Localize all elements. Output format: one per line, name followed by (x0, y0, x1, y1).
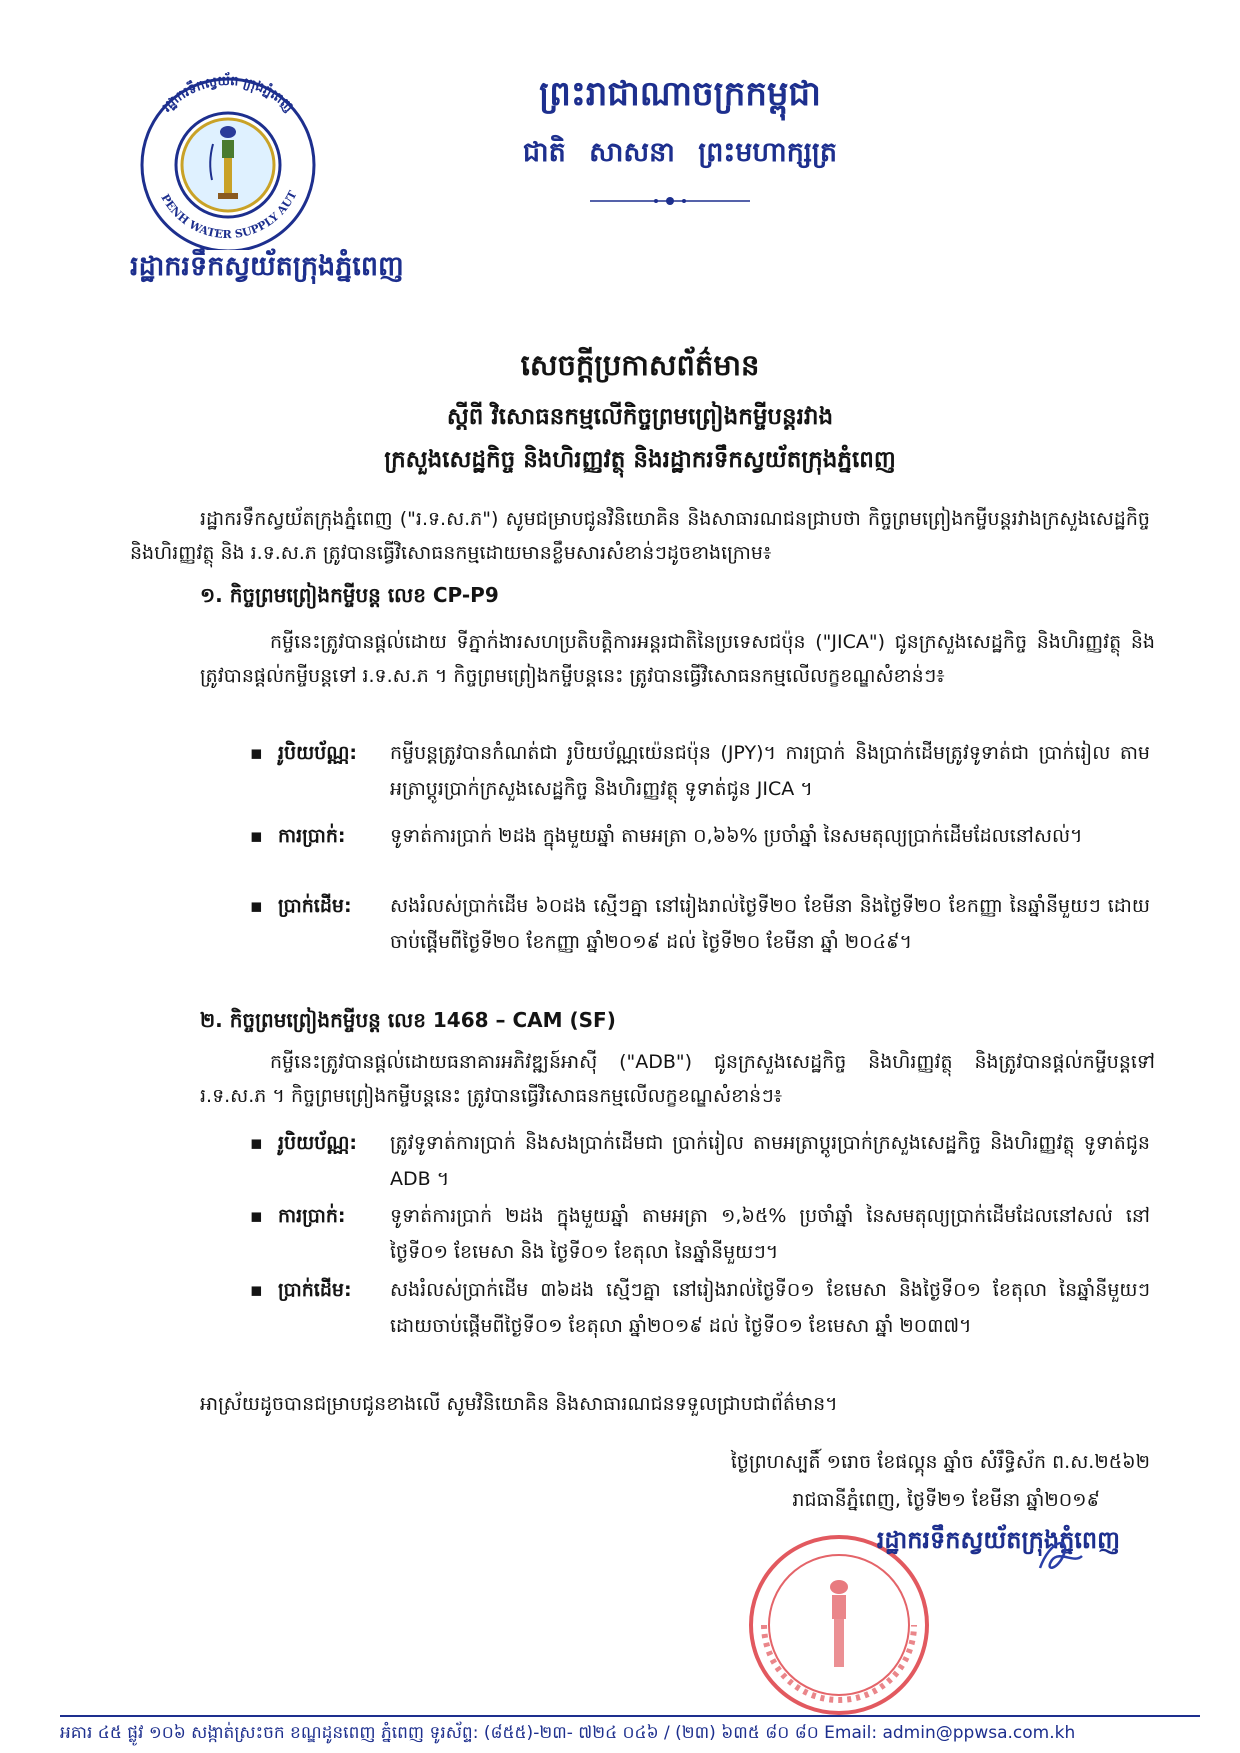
handwritten-signature (1030, 1530, 1090, 1580)
svg-text:PHNOM PENH WATER SUPPLY AUTHOR: PENH WATER SUPPLY AUT (158, 188, 300, 242)
bullet-icon: ▪ (250, 895, 263, 917)
bullet-text: ត្រូវទូទាត់ការប្រាក់ និងសងប្រាក់ដើមជា ប្រាក់រៀល តាមអត្រាប្តូរប្រាក់ក្រសួងសេដ្ឋកិច្ច និងហិរញ្ញវត្ថុ ទូទាត់ជូន ADB ។ (390, 1132, 1150, 1190)
section-1-bullet-currency (250, 735, 1150, 807)
section-2-body: កម្ចីនេះត្រូវបានផ្តល់ដោយធនាគារអភិវឌ្ឍន៍អាស៊ី ("ADB") ជូនក្រសួងសេដ្ឋកិច្ច និងហិរញ្ញវត្ថុ និងត្រូវបានផ្តល់កម្ចីបន្តទៅ រ.ទ.ស.ភ ។ កិច្ចព្រមព្រៀងកម្ចីបន្តនេះ ត្រូវបានធ្វើវិសោធនកម្មលើលក្ខខណ្ឌសំខាន់ៗ៖ (200, 1051, 1155, 1107)
header-ornament (590, 193, 750, 207)
section-1-heading: ១. កិច្ចព្រមព្រៀងកម្ចីបន្ត លេខ CP-P9 (200, 583, 499, 607)
bullet-label: រូបិយប័ណ្ណ: (278, 742, 358, 764)
org-name-header: រដ្ឋាករទឹកស្វយ័តក្រុងភ្នំពេញ (130, 251, 404, 282)
section-1-bullet-principal (250, 888, 1150, 960)
subject-line-2: ក្រសួងសេដ្ឋកិច្ច និងហិរញ្ញវត្ថុ និងរដ្ឋាករទឹកស្វយ័តក្រុងភ្នំពេញ (384, 447, 896, 473)
national-motto: ជាតិ សាសនា ព្រះមហាក្សត្រ (522, 137, 838, 168)
bullet-label: ការប្រាក់: (278, 825, 346, 847)
bullet-icon: ▪ (250, 1205, 263, 1227)
closing-paragraph: អាស្រ័យដូចបានជម្រាបជូនខាងលើ សូមវិនិយោគិន និងសាធារណជនទទួលជ្រាបជាព័ត៌មាន។ (200, 1393, 838, 1415)
bullet-text: សងរំលស់ប្រាក់ដើម ៦០ដង ស្មើៗគ្នា នៅរៀងរាល់ថ្ងៃទី២០ ខែមីនា និងថ្ងៃទី២០ ខែកញ្ញា នៃឆ្នាំនីមួយៗ ដោយចាប់ផ្តើមពីថ្ងៃទី២០ ខែកញ្ញា ឆ្នាំ២០១៩ ដល់ ថ្ងៃទី២០ ខែមីនា ឆ្នាំ ២០៤៩។ (390, 895, 1150, 953)
subject-line-1: ស្តីពី វិសោធនកម្មលើកិច្ចព្រមព្រៀងកម្ចីបន្តរវាង (446, 404, 834, 430)
bullet-label: រូបិយប័ណ្ណ: (278, 1132, 358, 1154)
section-1-body: កម្ចីនេះត្រូវបានផ្តល់ដោយ ទីភ្នាក់ងារសហប្រតិបត្តិការអន្តរជាតិនៃប្រទេសជប៉ុន ("JICA") ជូនក្រសួងសេដ្ឋកិច្ច និងហិរញ្ញវត្ថុ និងត្រូវបានផ្តល់កម្ចីបន្តទៅ រ.ទ.ស.ភ ។ កិច្ចព្រមព្រៀងកម្ចីបន្តនេះ ត្រូវបានធ្វើវិសោធនកម្មលើលក្ខខណ្ឌសំខាន់ៗ៖ (200, 631, 1155, 687)
section-2-bullet-currency (250, 1125, 1150, 1197)
bullet-label: ប្រាក់ដើម: (278, 1279, 352, 1301)
ppwsa-logo (118, 70, 338, 250)
bullet-text: ទូទាត់ការប្រាក់ ២ដង ក្នុងមួយឆ្នាំ តាមអត្រា ០,៦៦% ប្រចាំឆ្នាំ នៃសមតុល្យប្រាក់ដើមដែលនៅសល់។ (390, 825, 1083, 847)
bullet-label: ការប្រាក់: (278, 1205, 346, 1227)
bullet-label: ប្រាក់ដើម: (278, 895, 352, 917)
svg-text:រដ្ឋាករទឹកស្វយ័ត ក្រុងភ្នំពេញ: រដ្ឋាករទឹកស្វយ័ត ក្រុងភ្នំពេញ (159, 73, 297, 116)
kingdom-title: ព្រះរាជាណាចក្រកម្ពុជា (539, 74, 821, 114)
section-2-bullet-interest (250, 1198, 1150, 1270)
bullet-icon: ▪ (250, 742, 263, 764)
bullet-icon: ▪ (250, 1132, 263, 1154)
document-title: សេចក្តីប្រកាសព័ត៌មាន (520, 348, 760, 382)
intro-paragraph: រដ្ឋាករទឹកស្វយ័តក្រុងភ្នំពេញ ("រ.ទ.ស.ភ") សូមជម្រាបជូនវិនិយោគិន និងសាធារណជនជ្រាបថា កិច្ចព្រមព្រៀងកម្ចីបន្តរវាងក្រសួងសេដ្ឋកិច្ច និងហិរញ្ញវត្ថុ និង រ.ទ.ស.ភ ត្រូវបានធ្វើវិសោធនកម្មដោយមានខ្លឹមសារសំខាន់ៗដូចខាងក្រោម៖ (130, 508, 1150, 564)
bullet-icon: ▪ (250, 825, 263, 847)
section-2-bullet-principal (250, 1272, 1150, 1344)
section-2-heading: ២. កិច្ចព្រមព្រៀងកម្ចីបន្ត លេខ 1468 – CAM (SF) (200, 1008, 616, 1032)
signatory-name: រដ្ឋាករទឹកស្វយ័តក្រុងភ្នំពេញ (876, 1526, 1120, 1554)
bullet-icon: ▪ (250, 1279, 263, 1301)
bullet-text: សងរំលស់ប្រាក់ដើម ៣៦ដង ស្មើៗគ្នា នៅរៀងរាល់ថ្ងៃទី០១ ខែមេសា និងថ្ងៃទី០១ ខែតុលា នៃឆ្នាំនីមួយៗ ដោយចាប់ផ្តើមពីថ្ងៃទី០១ ខែតុលា ឆ្នាំ២០១៩ ដល់ ថ្ងៃទី០១ ខែមេសា ឆ្នាំ ២០៣៧។ (390, 1279, 1150, 1337)
section-1-bullet-interest (250, 818, 1150, 854)
footer-address: អគារ ៤៥ ផ្លូវ ១០៦ សង្កាត់ស្រះចក ខណ្ឌដូនពេញ ភ្នំពេញ ទូរស័ព្ទ: (៨៥៥)-២៣- ៧២៤ ០៤៦ / (២៣) ៦៣៥ ៨០ ៨០ Email: admin@ppwsa.com.kh (60, 1723, 1076, 1743)
date-solar: រាជធានីភ្នំពេញ, ថ្ងៃទី២១ ខែមីនា ឆ្នាំ២០១៩ (792, 1489, 1100, 1511)
bullet-text: ទូទាត់ការប្រាក់ ២ដង ក្នុងមួយឆ្នាំ តាមអត្រា ១,៦៥% ប្រចាំឆ្នាំ នៃសមតុល្យប្រាក់ដើមដែលនៅសល់ នៅថ្ងៃទី០១ ខែមេសា និង ថ្ងៃទី០១ ខែតុលា នៃឆ្នាំនីមួយៗ។ (390, 1205, 1150, 1263)
date-lunar: ថ្ងៃព្រហស្បតិ៍ ១រោច ខែផល្គុន ឆ្នាំច សំរឹទ្ធិស័ក ព.ស.២៥៦២ (730, 1451, 1150, 1473)
footer-divider (60, 1715, 1200, 1717)
bullet-text: កម្ចីបន្តត្រូវបានកំណត់ជា រូបិយប័ណ្ណយ៉េនជប៉ុន (JPY)។ ការប្រាក់ និងប្រាក់ដើមត្រូវទូទាត់ជា ប្រាក់រៀល តាមអត្រាប្តូរប្រាក់ក្រសួងសេដ្ឋកិច្ច និងហិរញ្ញវត្ថុ ទូទាត់ជូន JICA ។ (390, 742, 1150, 800)
